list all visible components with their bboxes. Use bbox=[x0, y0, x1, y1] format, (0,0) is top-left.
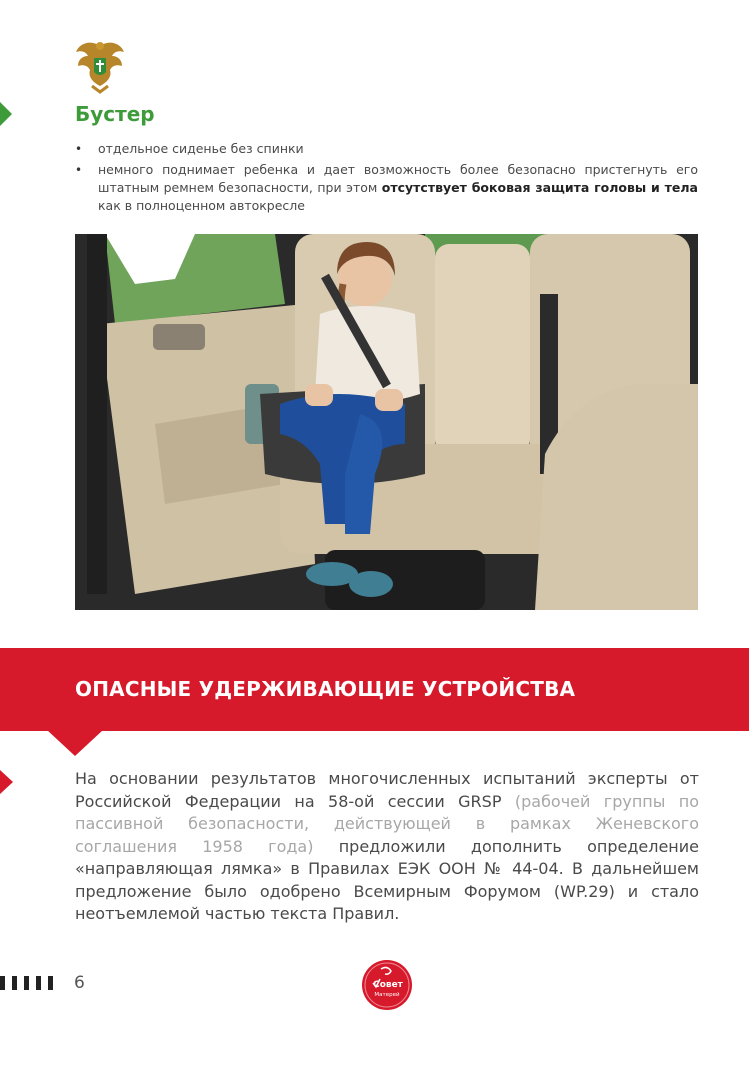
bullet-item bbox=[75, 140, 698, 158]
page-marker-bars bbox=[0, 976, 53, 990]
body-paragraph bbox=[75, 768, 699, 926]
bullet-text: отдельное сиденье без спинки bbox=[98, 141, 304, 156]
banner-notch bbox=[47, 730, 103, 756]
coat-of-arms-icon bbox=[74, 38, 126, 94]
section-title-booster: Бустер bbox=[75, 102, 155, 126]
booster-bullet-list bbox=[75, 140, 698, 218]
bullet-bold-text: отсутствует боковая защита головы и тела bbox=[381, 180, 698, 195]
page-marker-bar bbox=[24, 976, 29, 990]
section-marker-green bbox=[0, 102, 12, 126]
logo-text-line2: Матерей bbox=[374, 992, 400, 998]
bullet-item bbox=[75, 161, 698, 215]
section-marker-red bbox=[0, 770, 13, 794]
page-marker-bar bbox=[48, 976, 53, 990]
page-marker-bar bbox=[36, 976, 41, 990]
council-of-mothers-logo-icon bbox=[361, 959, 413, 1011]
page-number: 6 bbox=[74, 973, 85, 993]
page-marker-bar bbox=[12, 976, 17, 990]
paragraph-text-part1: На основании результатов многочисленных испытаний эксперты от Российской Федерации на 58-ой сессии GRSP bbox=[75, 769, 699, 811]
page-marker-bar bbox=[0, 976, 5, 990]
logo-text-line1: Совет bbox=[373, 980, 403, 990]
section-title-dangerous-restraints: ОПАСНЫЕ УДЕРЖИВАЮЩИЕ УСТРОЙСТВА bbox=[75, 677, 576, 701]
bullet-text: немного поднимает ребенка и дает возможность более безопасно пристегнуть его штатным ремнем безопасности, при этом bbox=[98, 162, 698, 195]
paragraph-text-muted: (рабочей группы по пассивной безопасности, действующей в рамках Женевского соглашения 1958 года) bbox=[75, 791, 700, 856]
booster-seat-photo bbox=[75, 234, 698, 610]
bullet-tail-text: как в полноценном автокресле bbox=[98, 198, 305, 213]
paragraph-text-part2: предложили дополнить определение «направляющая лямка» в Правилах ЕЭК ООН № 44-04. В дальнейшем предложение было одобрено Всемирным Форумом (WP.29) и стало неотъемлемой частью текста Правил. bbox=[75, 836, 699, 923]
